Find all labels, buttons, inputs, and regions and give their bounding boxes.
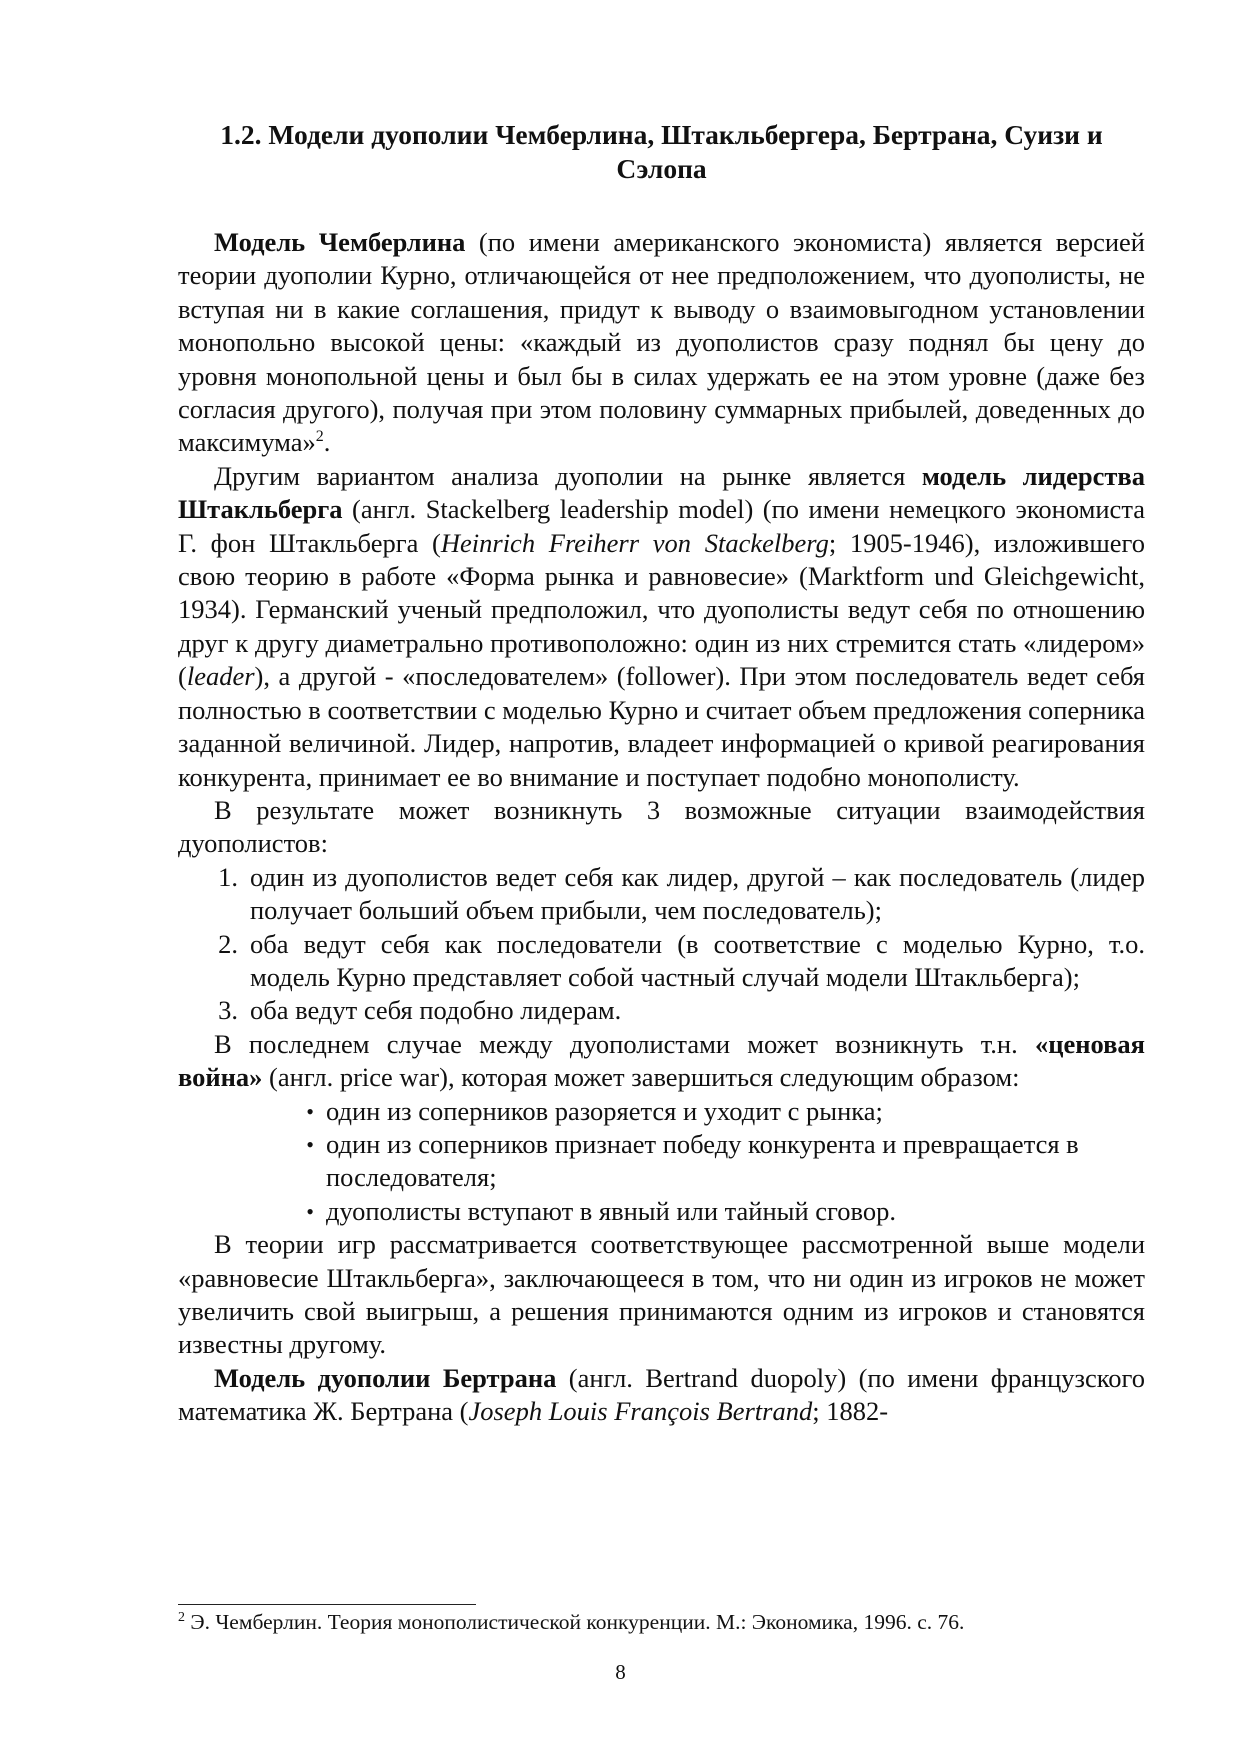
paragraph-situations: В результате может возникнуть 3 возможные ситуации взаимодействия дуополистов: bbox=[178, 794, 1145, 859]
list-number: 1. bbox=[218, 861, 238, 892]
list-item-text: один из соперников признает победу конкурента и превращается в последователя; bbox=[326, 1128, 1079, 1193]
term-stackelberg-model: модель лидерства Штакльберга bbox=[178, 460, 1145, 525]
italic-term: leader bbox=[186, 661, 255, 692]
section-heading bbox=[178, 118, 1145, 186]
list-number: 3. bbox=[218, 995, 238, 1026]
footnote-ref[interactable]: 2 bbox=[315, 428, 324, 446]
paragraph-text: ), а другой - «последователем» (follower). При этом последователь ведет себя полностью в соответствии с моделью Курно и считает объем предложения соперника заданной величиной. Лидер, напротив, владеет информацией о кривой реагирования конкурента, принимает ее во внимание и поступает подобно монополисту. bbox=[178, 661, 1145, 792]
italic-name: Joseph Louis François Bertrand bbox=[468, 1396, 813, 1427]
bullet-icon: • bbox=[306, 1131, 314, 1157]
body-text bbox=[178, 226, 1145, 1429]
footnote-number: 2 bbox=[178, 1610, 185, 1625]
paragraph-text: (англ. price war), которая может завершиться следующим образом: bbox=[262, 1062, 1020, 1093]
list-item-text: оба ведут себя подобно лидерам. bbox=[250, 995, 622, 1026]
paragraph-text: ; 1905-1946), изложившего свою теорию в работе «Форма рынка и равновесие» (Marktform und Gleichgewicht, 1934). Германский ученый предположил, что дуополисты ведут себя по отношению друг к другу диаметрально противоположно: один из них стремится стать «лидером» ( bbox=[178, 527, 1146, 692]
list-item bbox=[178, 861, 1145, 928]
italic-name: Heinrich Freiherr von Stackelberg bbox=[440, 527, 829, 558]
footnote-separator bbox=[178, 1604, 476, 1605]
list-item bbox=[178, 1195, 1145, 1228]
list-item bbox=[178, 994, 1145, 1027]
paragraph-text: (по имени американского экономиста) является версией теории дуополии Курно, отличающейся от нее предположением, что дуополисты, не вступая ни в какие соглашения, придут к выводу о взаимовыгодном установлении монопольно высокой цены: «каждый из дуополистов сразу поднял бы цену до уровня монопольной цены и был бы в силах удержать ее на этом уровне (даже без согласия другого), получая при этом половину суммарных прибылей, доведенных до максимума» bbox=[178, 227, 1145, 458]
term-chamberlin-model: Модель Чемберлина bbox=[214, 227, 466, 257]
page-content bbox=[178, 118, 1145, 1429]
paragraph-chamberlin bbox=[178, 226, 1145, 460]
list-item bbox=[178, 928, 1145, 995]
paragraph-stackelberg bbox=[178, 460, 1145, 794]
section-heading-line-1: 1.2. Модели дуополии Чемберлина, Штакльбергера, Бертрана, Суизи и bbox=[220, 119, 1103, 150]
paragraph-bertrand bbox=[178, 1362, 1145, 1429]
paragraph-text: . bbox=[323, 427, 331, 458]
footnote-text: Э. Чемберлин. Теория монополистической конкуренции. М.: Экономика, 1996. с. 76. bbox=[185, 1610, 965, 1634]
list-item bbox=[178, 1095, 1145, 1128]
numbered-list bbox=[178, 861, 1145, 1028]
footnote bbox=[178, 1608, 1145, 1636]
paragraph-text: Другим вариантом анализа дуополии на рынке является bbox=[214, 460, 922, 491]
section-heading-line-2: Сэлопа bbox=[616, 153, 707, 184]
list-number: 2. bbox=[218, 928, 238, 959]
paragraph-text: (англ. Bertrand duopoly) (по имени французского математика Ж. Бертрана ( bbox=[178, 1362, 1145, 1427]
term-bertrand-model: Модель дуополии Бертрана bbox=[214, 1362, 557, 1393]
list-item bbox=[178, 1128, 1145, 1195]
list-item-text: дуополисты вступают в явный или тайный сговор. bbox=[326, 1195, 896, 1226]
bullet-icon: • bbox=[306, 1098, 314, 1124]
list-item-text: оба ведут себя как последователи (в соответствие с моделью Курно, т.о. модель Курно представляет собой частный случай модели Штакльберга); bbox=[250, 928, 1145, 992]
paragraph-text: ; 1882- bbox=[812, 1396, 889, 1427]
bullet-icon: • bbox=[306, 1198, 314, 1224]
bullet-list bbox=[178, 1095, 1145, 1229]
paragraph-text: В последнем случае между дуополистами может возникнуть т.н. bbox=[214, 1028, 1035, 1059]
paragraph-text: (англ. Stackelberg leadership model) (по имени немецкого экономиста Г. фон Штакльберга ( bbox=[178, 494, 1145, 558]
list-item-text: один из соперников разоряется и уходит с рынка; bbox=[326, 1095, 883, 1126]
page-number: 8 bbox=[615, 1660, 626, 1684]
paragraph-price-war bbox=[178, 1028, 1145, 1095]
term-price-war: «ценовая война» bbox=[178, 1028, 1145, 1093]
list-item-text: один из дуополистов ведет себя как лидер, другой – как последователь (лидер получает больший объем прибыли, чем последователь); bbox=[250, 861, 1145, 926]
paragraph-game-theory: В теории игр рассматривается соответствующее рассмотренной выше модели «равновесие Штакльберга», заключающееся в том, что ни один из игроков не может увеличить свой выигрыш, а решения принимаются одним из игроков и становятся известны другому. bbox=[178, 1229, 1145, 1360]
